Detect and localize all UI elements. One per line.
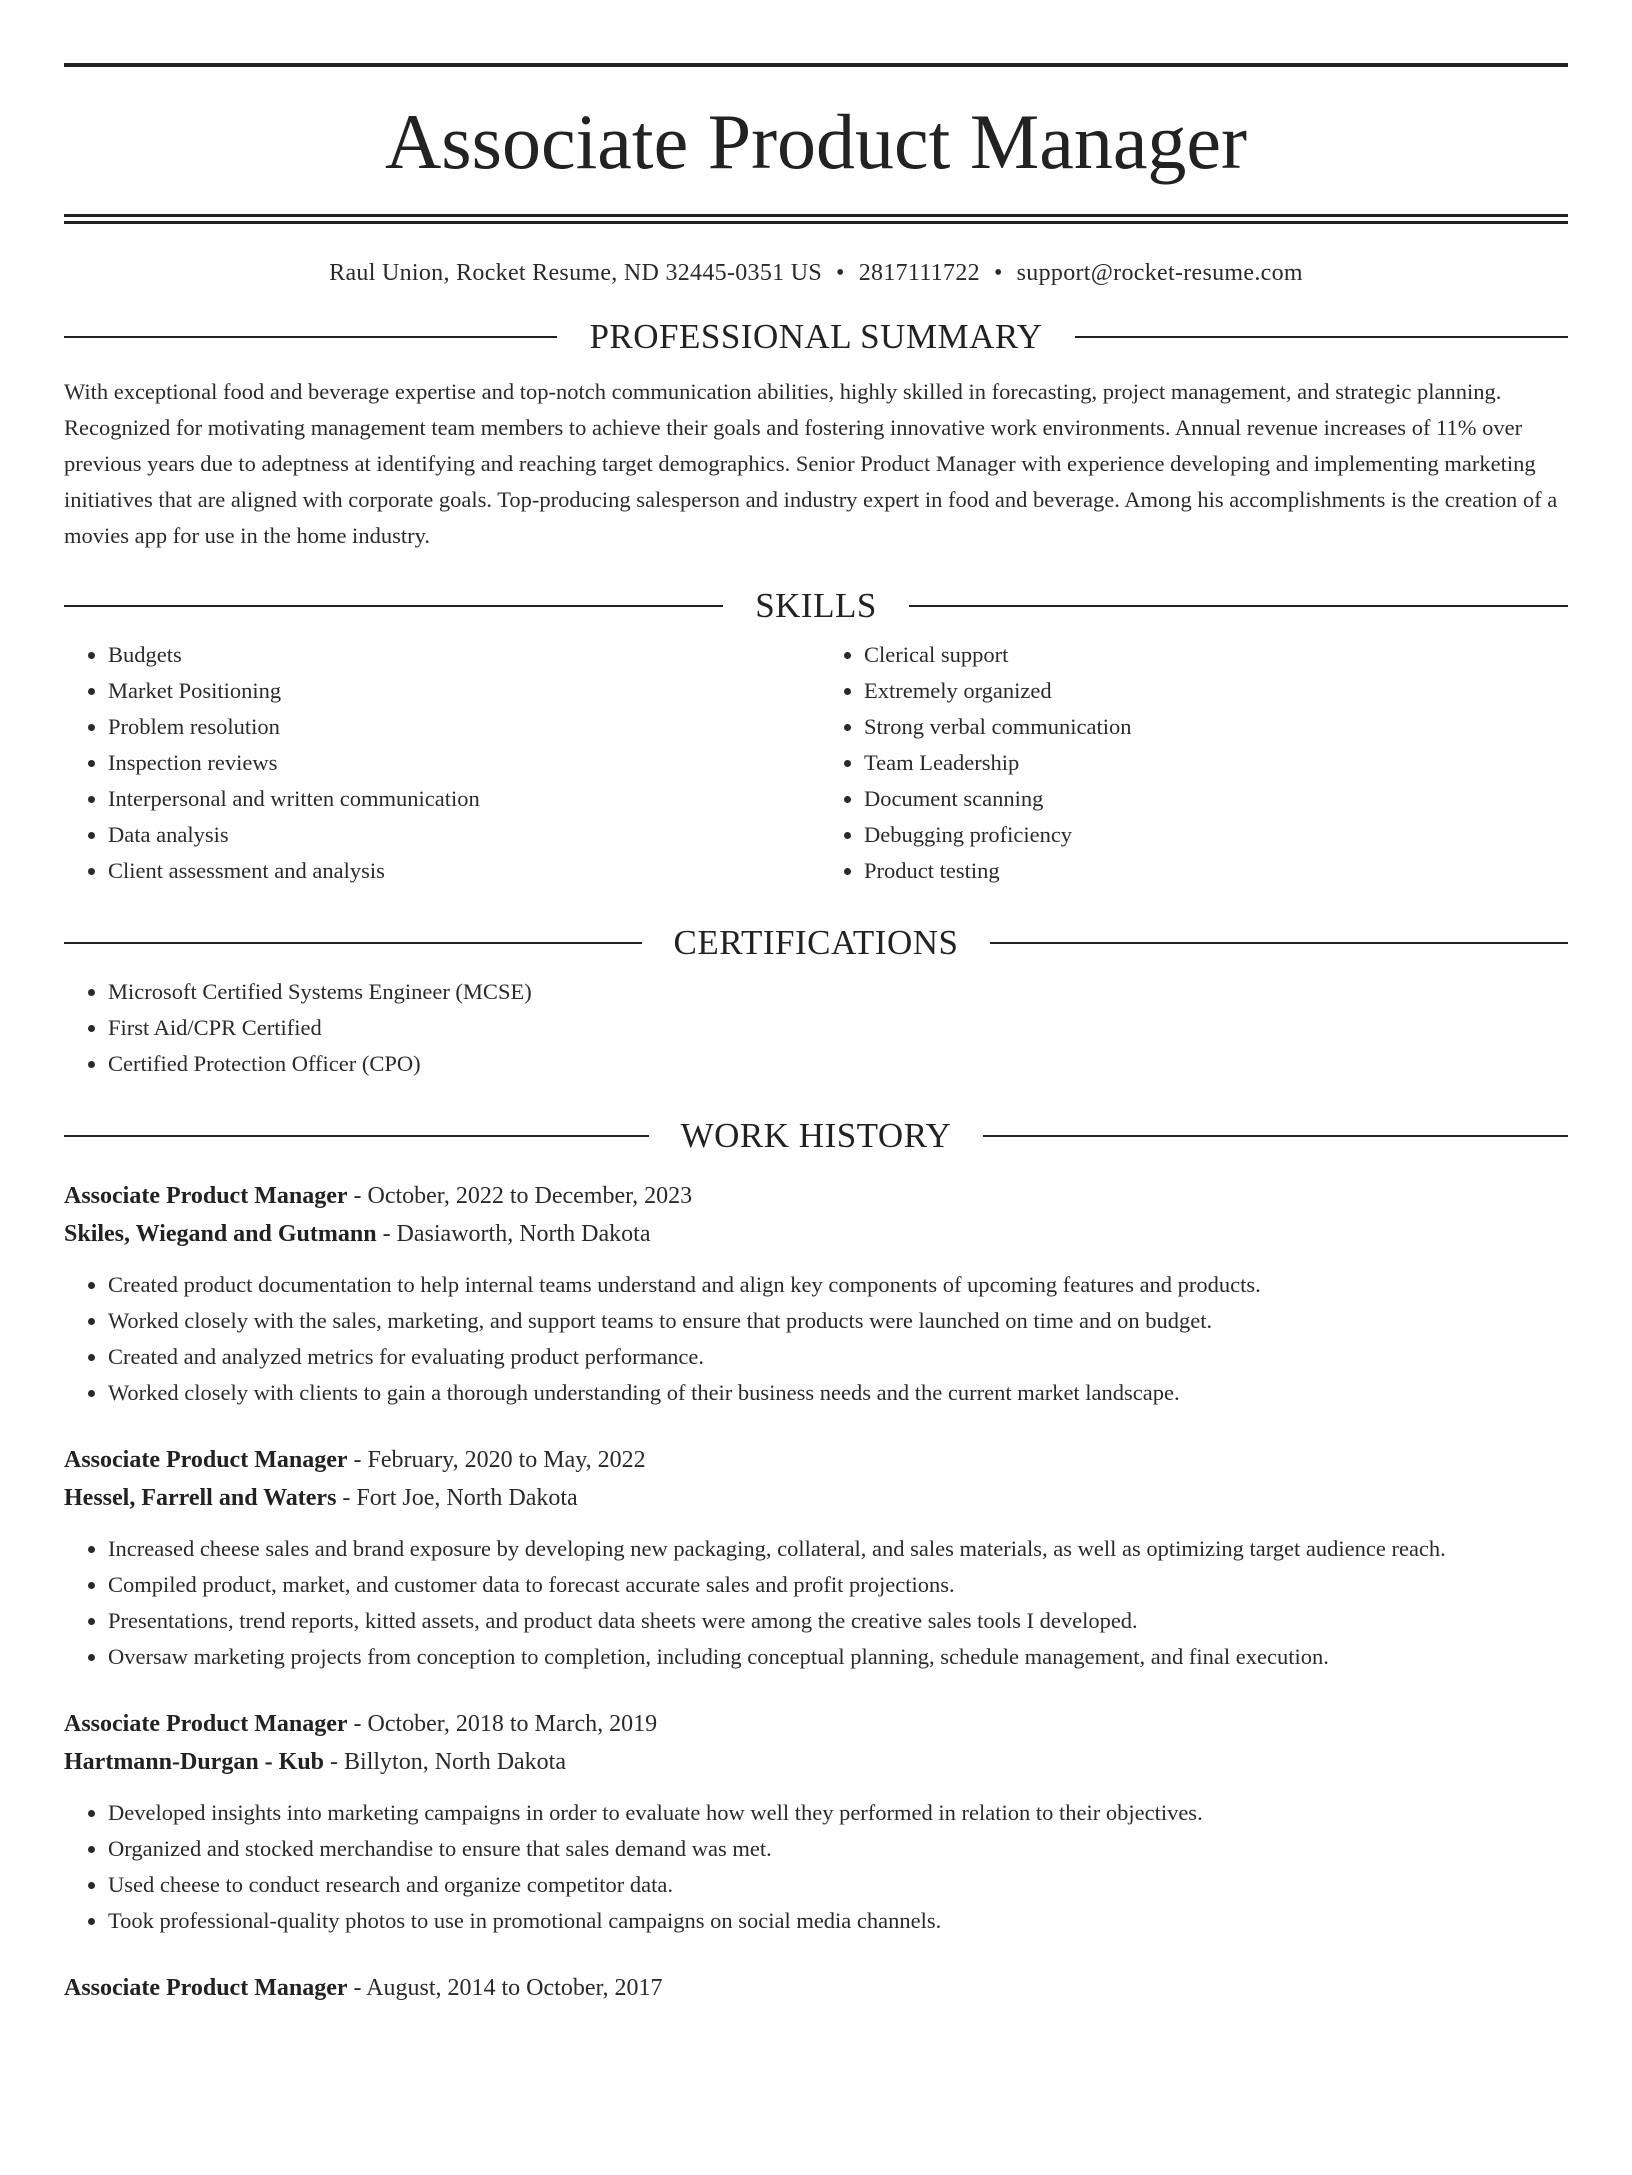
job-dates: - February, 2020 to May, 2022	[347, 1447, 646, 1473]
certification-item: • Microsoft Certified Systems Engineer (MCSE)	[108, 974, 1568, 1010]
job-dates: - August, 2014 to October, 2017	[347, 1975, 663, 2001]
skill-item: • Inspection reviews	[108, 745, 812, 781]
skills-columns	[64, 637, 1568, 889]
skill-item: • Problem resolution	[108, 709, 812, 745]
job-dates: - October, 2018 to March, 2019	[347, 1711, 658, 1737]
skill-item: • Client assessment and analysis	[108, 853, 812, 889]
skill-item: • Debugging proficiency	[864, 817, 1568, 853]
skill-item: • Strong verbal communication	[864, 709, 1568, 745]
job-title-line	[64, 1969, 1568, 2007]
certifications-list	[64, 974, 1568, 1082]
contact-phone: 2817111722	[858, 260, 980, 286]
skill-item: • Extremely organized	[864, 673, 1568, 709]
section-title: SKILLS	[755, 586, 877, 625]
job-bullet: • Presentations, trend reports, kitted assets, and product data sheets were among the creative sales tools I developed.	[108, 1603, 1568, 1639]
job-bullets	[64, 1267, 1568, 1411]
job-entry	[64, 1969, 1568, 2007]
job-bullet: • Oversaw marketing projects from conception to completion, including conceptual planning, schedule management, and final execution.	[108, 1639, 1568, 1675]
contact-email: support@rocket-resume.com	[1016, 260, 1303, 286]
job-company: Skiles, Wiegand and Gutmann	[64, 1221, 377, 1247]
job-bullet: • Developed insights into marketing campaigns in order to evaluate how well they performed in relation to their objectives.	[108, 1795, 1568, 1831]
section-title: CERTIFICATIONS	[673, 923, 959, 962]
certification-item: • First Aid/CPR Certified	[108, 1010, 1568, 1046]
job-title: Associate Product Manager	[64, 1447, 348, 1473]
job-title: Associate Product Manager	[64, 1711, 348, 1737]
skill-item: • Product testing	[864, 853, 1568, 889]
title-double-rule	[64, 214, 1568, 224]
skill-item: • Data analysis	[108, 817, 812, 853]
job-company-line	[64, 1479, 1568, 1517]
section-heading-summary	[64, 319, 1568, 354]
job-location: - Dasiaworth, North Dakota	[376, 1221, 651, 1247]
skill-item: • Interpersonal and written communication	[108, 781, 812, 817]
section-heading-skills	[64, 588, 1568, 623]
job-bullet: • Increased cheese sales and brand exposure by developing new packaging, collateral, and sales materials, as well as optimizing target audience reach.	[108, 1531, 1568, 1567]
job-bullets	[64, 1531, 1568, 1675]
contact-separator: •	[993, 260, 1003, 286]
resume-page	[0, 63, 1632, 2175]
section-title: PROFESSIONAL SUMMARY	[589, 317, 1043, 356]
summary-paragraph: With exceptional food and beverage expertise and top-notch communication abilities, highly skilled in forecasting, project management, and strategic planning. Recognized for motivating management team members to achieve their goals and fostering innovative work environments. Annual revenue increases of 11% over previous years due to adeptness at identifying and reaching target demographics. Senior Product Manager with experience developing and implementing marketing initiatives that are aligned with corporate goals. Top-producing salesperson and industry expert in food and beverage. Among his accomplishments is the creation of a movies app for use in the home industry.	[64, 379, 1558, 548]
heading-rule	[64, 605, 723, 607]
job-bullet: • Took professional-quality photos to use in promotional campaigns on social media channels.	[108, 1903, 1568, 1939]
job-bullet: • Worked closely with clients to gain a thorough understanding of their business needs and the current market landscape.	[108, 1375, 1568, 1411]
job-entry	[64, 1177, 1568, 1411]
contact-line	[64, 260, 1568, 287]
job-title-line	[64, 1705, 1568, 1743]
job-bullet: • Worked closely with the sales, marketing, and support teams to ensure that products were launched on time and on budget.	[108, 1303, 1568, 1339]
contact-address: Raul Union, Rocket Resume, ND 32445-0351 US	[329, 260, 823, 286]
heading-rule	[909, 605, 1568, 607]
job-bullet: • Used cheese to conduct research and organize competitor data.	[108, 1867, 1568, 1903]
section-title: WORK HISTORY	[680, 1116, 952, 1155]
job-bullets	[64, 1795, 1568, 1939]
job-dates: - October, 2022 to December, 2023	[347, 1183, 693, 1209]
certification-item: • Certified Protection Officer (CPO)	[108, 1046, 1568, 1082]
job-company-line	[64, 1215, 1568, 1253]
job-title: Associate Product Manager	[64, 1183, 348, 1209]
skill-item: • Document scanning	[864, 781, 1568, 817]
heading-rule	[983, 1135, 1568, 1137]
section-heading-certifications	[64, 925, 1568, 960]
heading-rule	[64, 336, 557, 338]
skill-item: • Market Positioning	[108, 673, 812, 709]
section-heading-work-history	[64, 1118, 1568, 1153]
heading-rule	[64, 1135, 649, 1137]
job-title-line	[64, 1441, 1568, 1479]
job-bullet: • Created product documentation to help internal teams understand and align key components of upcoming features and products.	[108, 1267, 1568, 1303]
skill-item: • Budgets	[108, 637, 812, 673]
job-company: Hartmann-Durgan - Kub	[64, 1749, 325, 1775]
job-bullet: • Created and analyzed metrics for evaluating product performance.	[108, 1339, 1568, 1375]
contact-separator: •	[836, 260, 845, 286]
job-location: - Billyton, North Dakota	[324, 1749, 566, 1775]
job-bullet: • Organized and stocked merchandise to ensure that sales demand was met.	[108, 1831, 1568, 1867]
top-rule	[64, 63, 1568, 67]
page-title: Associate Product Manager	[384, 98, 1248, 185]
heading-rule	[64, 942, 642, 944]
skill-item: • Clerical support	[864, 637, 1568, 673]
job-company-line	[64, 1743, 1568, 1781]
job-entry	[64, 1705, 1568, 1939]
heading-rule	[990, 942, 1568, 944]
skills-list-right	[812, 637, 1568, 889]
job-company: Hessel, Farrell and Waters	[64, 1485, 337, 1511]
skills-list-left	[64, 637, 812, 889]
job-entry	[64, 1441, 1568, 1675]
job-title-line	[64, 1177, 1568, 1215]
job-bullet: • Compiled product, market, and customer data to forecast accurate sales and profit projections.	[108, 1567, 1568, 1603]
skill-item: • Team Leadership	[864, 745, 1568, 781]
job-title: Associate Product Manager	[64, 1975, 348, 2001]
job-location: - Fort Joe, North Dakota	[336, 1485, 578, 1511]
heading-rule	[1075, 336, 1568, 338]
